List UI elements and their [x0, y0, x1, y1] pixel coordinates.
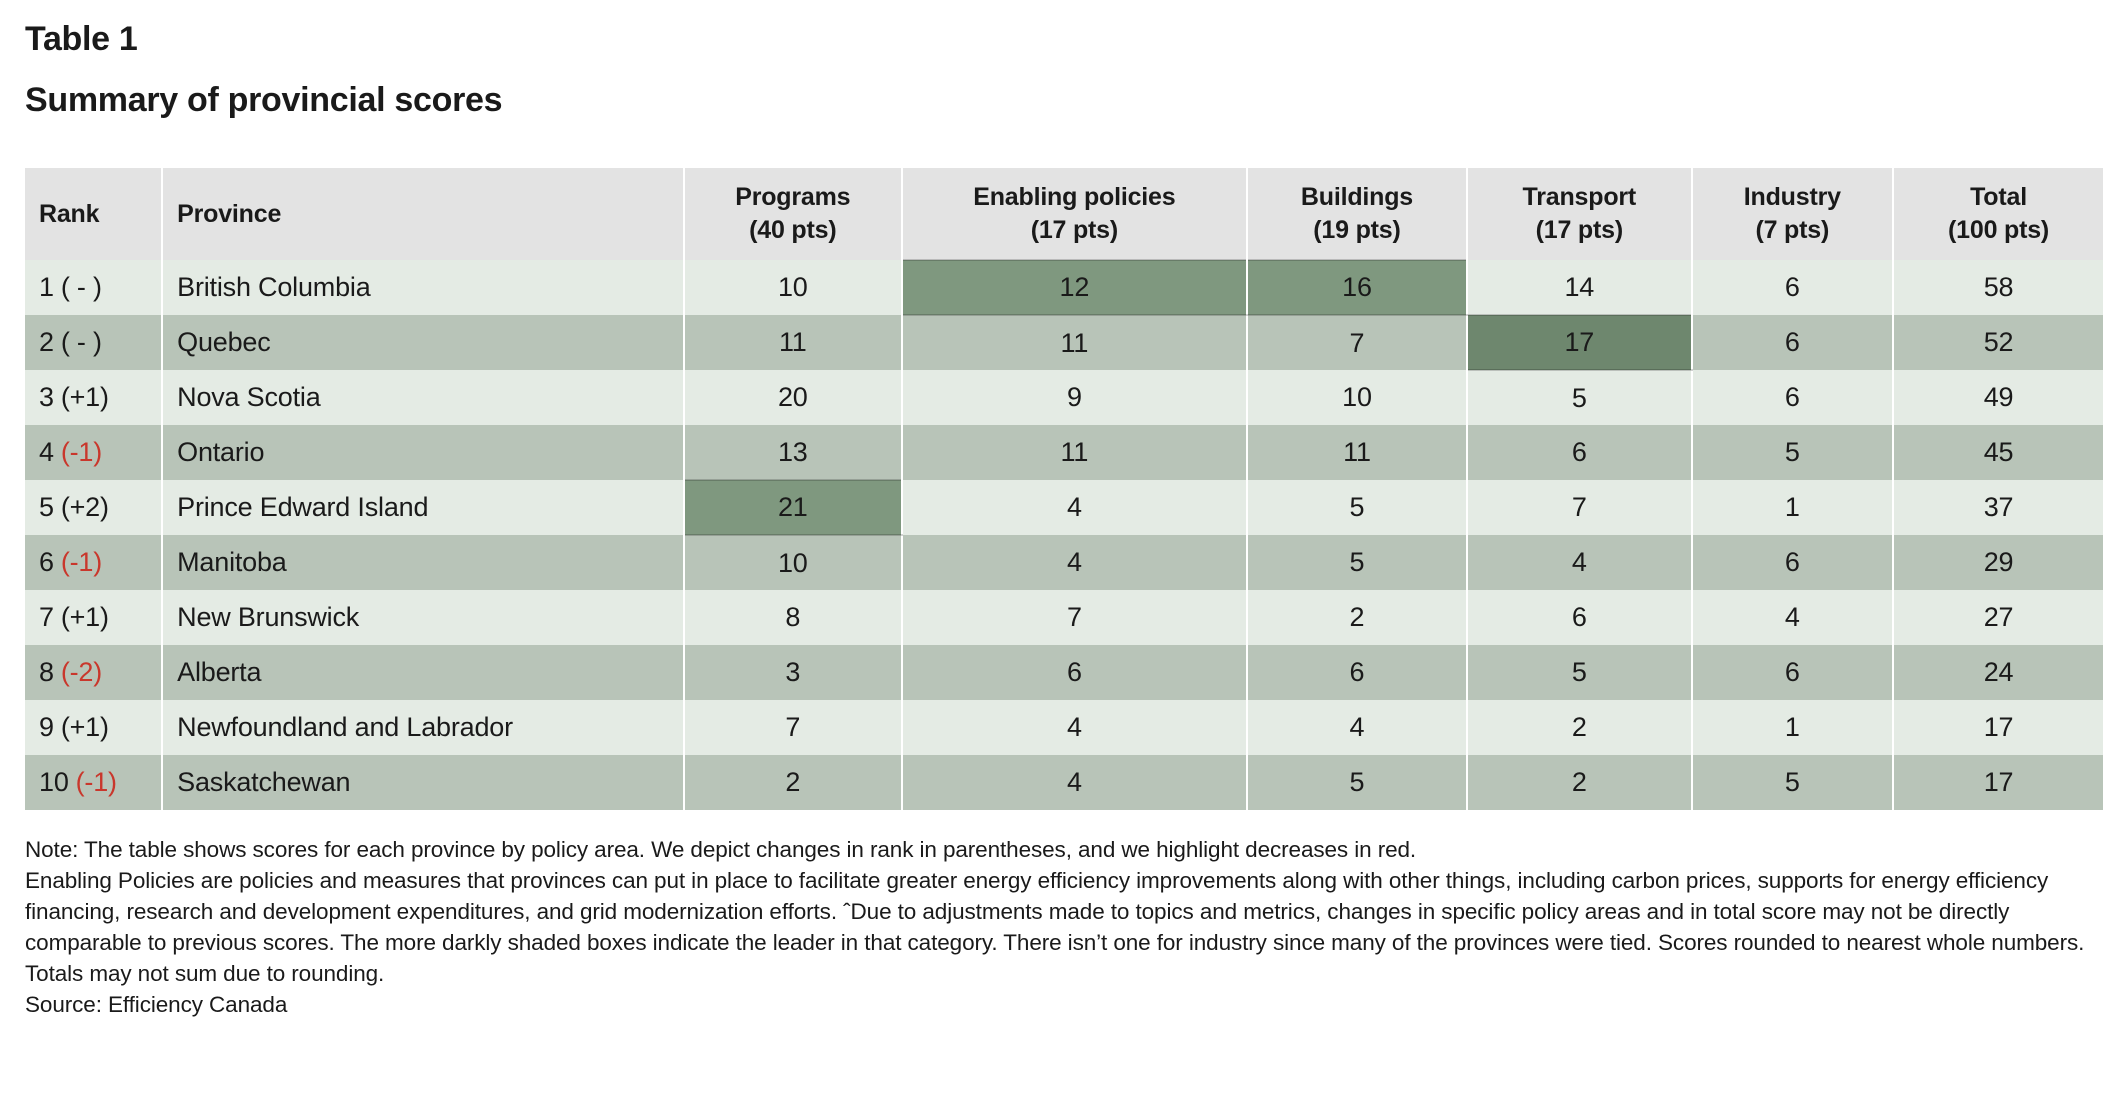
score-cell: 37	[1983, 492, 2014, 523]
table-row	[25, 315, 2103, 370]
score-cell: 10	[1247, 370, 1467, 425]
province-cell: Nova Scotia	[162, 370, 684, 425]
score-cell: 52	[1983, 327, 2014, 358]
rank-cell	[25, 590, 162, 645]
score-cell: 49	[1983, 382, 2014, 413]
score-cell: 5	[1467, 370, 1691, 425]
rank-number: 4	[39, 437, 54, 468]
table-row	[25, 370, 2103, 425]
note-line-1: Note: The table shows scores for each province by policy area. We depict changes in rank in parentheses, and we highlight decreases in red.	[25, 837, 1417, 863]
score-cell: 1	[1692, 480, 1894, 535]
header-row	[25, 168, 2103, 260]
score-cell: 4	[902, 755, 1247, 810]
score-cell: 6	[1692, 370, 1894, 425]
column-header-rank: Rank	[25, 168, 162, 260]
table-row	[25, 260, 2103, 315]
score-cell: 7	[1247, 315, 1467, 370]
table-row	[25, 590, 2103, 645]
rank-cell	[25, 480, 162, 535]
score-cell-leader: 12	[902, 260, 1247, 315]
province-cell: British Columbia	[162, 260, 684, 315]
score-cell: 4	[902, 700, 1247, 755]
score-cell: 6	[1692, 535, 1894, 590]
table-row	[25, 535, 2103, 590]
rank-cell	[25, 425, 162, 480]
score-cell: 24	[1983, 657, 2014, 688]
rank-number: 1	[39, 272, 54, 303]
table-header	[25, 168, 2103, 260]
score-cell: 6	[1247, 645, 1467, 700]
rank-number: 5	[39, 492, 54, 523]
rank-number: 10	[39, 767, 69, 798]
score-cell: 7	[1467, 480, 1691, 535]
score-cell-leader: 16	[1247, 260, 1467, 315]
province-cell: Quebec	[162, 315, 684, 370]
rank-change: (-1)	[75, 767, 117, 798]
rank-change: (+1)	[60, 712, 109, 743]
score-cell: 4	[1467, 535, 1691, 590]
score-cell-leader: 21	[684, 480, 902, 535]
score-cell: 4	[902, 480, 1247, 535]
score-cell: 7	[902, 590, 1247, 645]
rank-cell	[25, 755, 162, 810]
table-row	[25, 700, 2103, 755]
provincial-scores-table	[25, 168, 2103, 810]
score-cell: 6	[1692, 645, 1894, 700]
score-cell: 6	[1692, 260, 1894, 315]
score-cell: 2	[1467, 700, 1691, 755]
score-cell: 3	[684, 645, 902, 700]
rank-cell	[25, 260, 162, 315]
column-header-transport: Transport (17 pts)	[1467, 168, 1691, 260]
score-cell: 7	[684, 700, 902, 755]
rank-change: ( - )	[60, 327, 102, 358]
province-cell: Ontario	[162, 425, 684, 480]
score-cell: 20	[684, 370, 902, 425]
rank-number: 3	[39, 382, 54, 413]
score-cell: 27	[1983, 602, 2014, 633]
rank-cell	[25, 370, 162, 425]
rank-change: (-1)	[60, 437, 103, 468]
score-cell: 6	[1467, 590, 1691, 645]
score-cell: 5	[1247, 480, 1467, 535]
table-row	[25, 755, 2103, 810]
table-body	[25, 260, 2103, 810]
province-cell: Prince Edward Island	[162, 480, 684, 535]
table-row	[25, 645, 2103, 700]
rank-change: (-1)	[60, 547, 103, 578]
score-cell: 4	[1247, 700, 1467, 755]
score-cell: 17	[1983, 767, 2014, 798]
table-notes	[25, 834, 2103, 1020]
rank-change: (+1)	[60, 602, 109, 633]
score-cell: 11	[902, 315, 1247, 370]
score-cell: 4	[902, 535, 1247, 590]
score-cell: 5	[1692, 755, 1894, 810]
score-cell: 17	[1983, 712, 2014, 743]
rank-change: (+2)	[60, 492, 109, 523]
score-cell: 5	[1247, 755, 1467, 810]
score-cell: 11	[684, 315, 902, 370]
score-cell: 10	[684, 535, 902, 590]
score-cell: 45	[1983, 437, 2014, 468]
score-cell: 13	[684, 425, 902, 480]
rank-number: 6	[39, 547, 54, 578]
score-cell: 5	[1692, 425, 1894, 480]
table-number: Table 1	[25, 20, 138, 58]
rank-change: ( - )	[60, 272, 102, 303]
score-cell: 9	[902, 370, 1247, 425]
rank-cell	[25, 700, 162, 755]
column-header-programs: Programs (40 pts)	[684, 168, 902, 260]
column-header-province: Province	[162, 168, 684, 260]
note-line-2: Enabling Policies are policies and measures that provinces can put in place to facilitate greater energy efficiency improvements along with other things, including carbon prices, supports for energy efficiency financing, research and development expenditures, and grid modernization efforts. ˆDue to adjustments made to topics and metrics, changes in specific policy areas and in total score may not be directly comparable to previous scores. The more darkly shaded boxes indicate the leader in that category. There isn’t one for industry since many of the provinces were tied. Scores rounded to nearest whole numbers. Totals may not sum due to rounding.	[25, 868, 2085, 987]
table-row	[25, 425, 2103, 480]
score-cell: 6	[1692, 315, 1894, 370]
score-cell: 14	[1467, 260, 1691, 315]
province-cell: Manitoba	[162, 535, 684, 590]
column-header-buildings: Buildings (19 pts)	[1247, 168, 1467, 260]
column-header-total: Total (100 pts)	[1893, 168, 2103, 260]
table-row	[25, 480, 2103, 535]
rank-cell	[25, 645, 162, 700]
province-cell: Newfoundland and Labrador	[162, 700, 684, 755]
rank-change: (-2)	[60, 657, 103, 688]
score-cell: 58	[1983, 272, 2014, 303]
score-cell: 8	[684, 590, 902, 645]
page-title: Summary of provincial scores	[25, 81, 503, 120]
score-cell: 11	[1247, 425, 1467, 480]
score-cell: 4	[1692, 590, 1894, 645]
score-cell: 2	[684, 755, 902, 810]
rank-number: 8	[39, 657, 54, 688]
province-cell: Saskatchewan	[162, 755, 684, 810]
score-cell: 11	[902, 425, 1247, 480]
column-header-enabling-policies: Enabling policies (17 pts)	[902, 168, 1247, 260]
score-cell: 2	[1247, 590, 1467, 645]
column-header-industry: Industry (7 pts)	[1692, 168, 1894, 260]
rank-cell	[25, 315, 162, 370]
rank-change: (+1)	[60, 382, 109, 413]
score-cell: 1	[1692, 700, 1894, 755]
score-cell: 29	[1983, 547, 2014, 578]
rank-number: 2	[39, 327, 54, 358]
province-cell: New Brunswick	[162, 590, 684, 645]
score-cell: 6	[1467, 425, 1691, 480]
score-cell: 6	[902, 645, 1247, 700]
score-cell: 5	[1467, 645, 1691, 700]
source-line: Source: Efficiency Canada	[25, 992, 288, 1018]
rank-number: 9	[39, 712, 54, 743]
score-cell: 5	[1247, 535, 1467, 590]
rank-number: 7	[39, 602, 54, 633]
rank-cell	[25, 535, 162, 590]
score-cell: 10	[684, 260, 902, 315]
province-cell: Alberta	[162, 645, 684, 700]
score-cell: 2	[1467, 755, 1691, 810]
score-cell-leader: 17	[1467, 315, 1691, 370]
